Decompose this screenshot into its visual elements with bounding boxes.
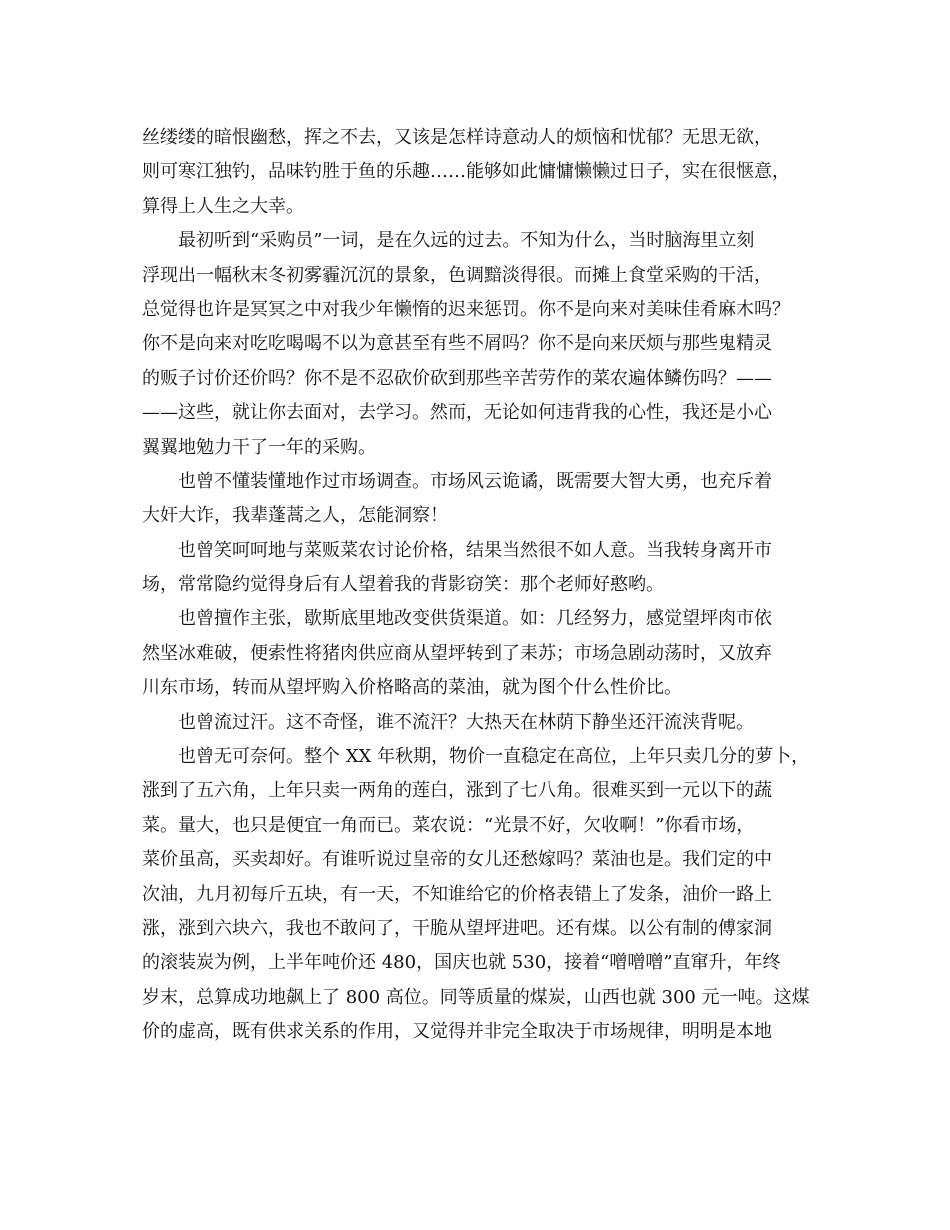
text-line: 场，常常隐约觉得身后有人望着我的背影窃笑：那个老师好憨哟。 bbox=[142, 574, 664, 596]
text-line: 丝缕缕的暗恨幽愁，挥之不去，又该是怎样诗意动人的烦恼和忧郁？无思无欲， bbox=[142, 127, 772, 148]
text-line: 菜价虽高，买卖却好。有谁听说过皇帝的女儿还愁嫁吗？菜油也是。我们定的中 bbox=[142, 849, 772, 871]
text-line: 川东市场，转而从望坪购入价格略高的菜油，就为图个什么性价比。 bbox=[142, 677, 682, 699]
text-line: 然坚冰难破，便索性将猪肉供应商从望坪转到了耒苏；市场急剧动荡时，又放弃 bbox=[142, 642, 772, 664]
text-line: 的贩子讨价还价吗？你不是不忍砍价砍到那些辛苦劳作的菜农遍体鳞伤吗？—— bbox=[142, 367, 772, 389]
text-line: 涨，涨到六块六，我也不敢问了，干脆从望坪进吧。还有煤。以公有制的傅家洞 bbox=[142, 917, 772, 939]
text-line: 次油，九月初每斤五块，有一天，不知谁给它的价格表错上了发条，油价一路上 bbox=[142, 883, 772, 905]
text-line: 你不是向来对吃吃喝喝不以为意甚至有些不屑吗？你不是向来厌烦与那些鬼精灵 bbox=[142, 333, 772, 355]
text-line: 翼翼地勉力干了一年的采购。 bbox=[142, 436, 376, 458]
text-line: 价的虚高，既有供求关系的作用，又觉得并非完全取决于市场规律，明明是本地 bbox=[142, 1021, 772, 1043]
paragraph-first-line: 最初听到“采购员”一词，是在久远的过去。不知为什么，当时脑海里立刻 bbox=[178, 230, 755, 252]
text-line: 则可寒江独钓，品味钓胜于鱼的乐趣……能够如此慵慵懒懒过日子，实在很惬意， bbox=[142, 161, 790, 183]
text-line: 涨到了五六角，上年只卖一两角的莲白，涨到了七八角。很难买到一元以下的蔬 bbox=[142, 780, 772, 802]
text-line: 大奸大诈，我辈蓬蒿之人，怎能洞察！ bbox=[142, 505, 448, 527]
paragraph-first-line: 也曾擅作主张，歇斯底里地改变供货渠道。如：几经努力，感觉望坪肉市依 bbox=[178, 608, 772, 630]
text-line: ——这些，就让你去面对，去学习。然而，无论如何违背我的心性，我还是小心 bbox=[142, 402, 772, 424]
text-line: 算得上人生之大幸。 bbox=[142, 195, 304, 217]
text-line: 浮现出一幅秋末冬初雾霾沉沉的景象，色调黯淡得很。而摊上食堂采购的干活， bbox=[142, 264, 772, 286]
text-line: 总觉得也许是冥冥之中对我少年懒惰的迟来惩罚。你不是向来对美味佳肴麻木吗？ bbox=[142, 298, 790, 320]
text-line: 菜。量大，也只是便宜一角而已。菜农说：“光景不好，欠收啊！”你看市场， bbox=[142, 814, 755, 836]
paragraph-first-line: 也曾无可奈何。整个 XX 年秋期，物价一直稳定在高位，上年只卖几分的萝卜， bbox=[178, 746, 810, 768]
paragraph-first-line: 也曾不懂装懂地作过市场调查。市场风云诡谲，既需要大智大勇，也充斥着 bbox=[178, 470, 772, 492]
text-line: 岁末，总算成功地飙上了 800 高位。同等质量的煤炭，山西也就 300 元一吨。这煤 bbox=[142, 986, 810, 1008]
paragraph-first-line: 也曾笑呵呵地与菜贩菜农讨论价格，结果当然很不如人意。当我转身离开市 bbox=[178, 539, 772, 561]
paragraph-first-line: 也曾流过汗。这不奇怪，谁不流汗？大热天在林荫下静坐还汗流浃背呢。 bbox=[178, 711, 754, 733]
text-line: 的滚装炭为例，上半年吨价还 480，国庆也就 530，接着“噌噌噌”直窜升，年终 bbox=[142, 952, 781, 974]
body-text bbox=[142, 121, 812, 1050]
